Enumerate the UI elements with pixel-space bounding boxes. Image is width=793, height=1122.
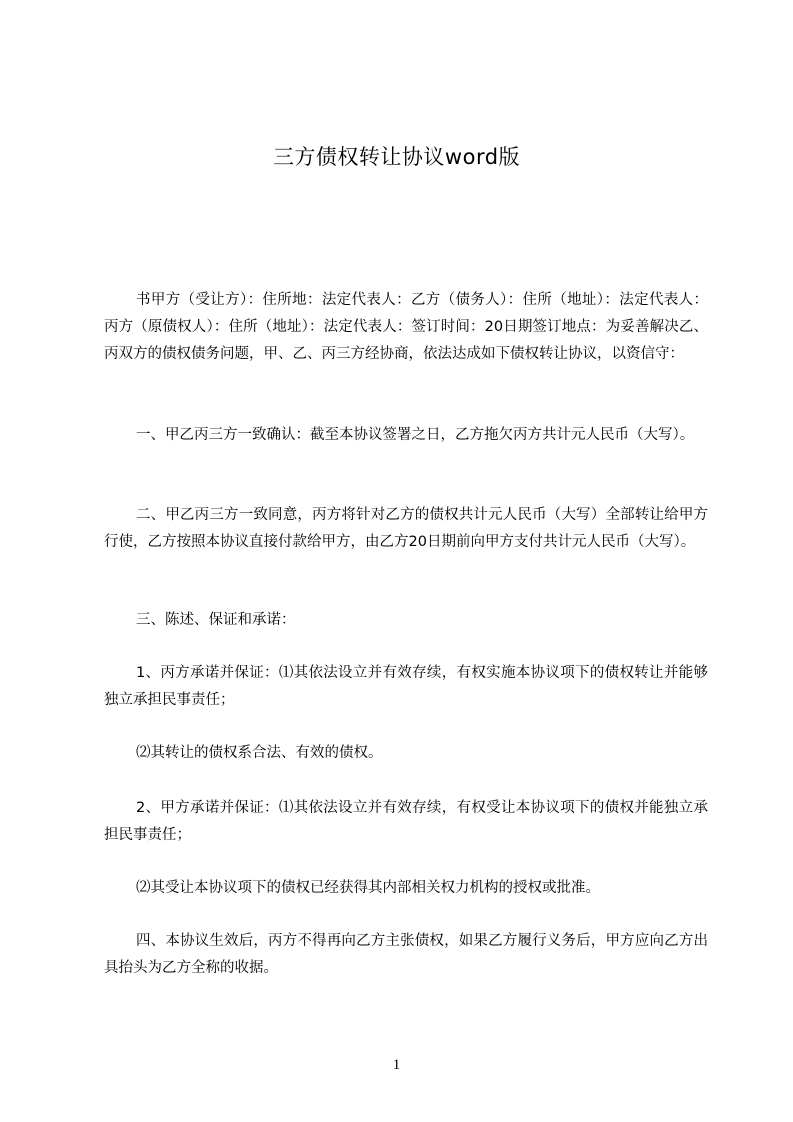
paragraph-clause-1: 一、甲乙丙三方一致确认：截至本协议签署之日，乙方拖欠丙方共计元人民币（大写）。 — [136, 427, 695, 443]
paragraph-clause-3-heading: 三、陈述、保证和承诺： — [136, 612, 296, 628]
paragraph-parties: 书甲方（受让方）：住所地：法定代表人：乙方（债务人）：住所（地址）：法定代表人：丙方（原债权人）：住所（地址）：法定代表人：签订时间：20日期签订地点：为妥善解决乙、丙双方的债权债务问题，甲、乙、丙三方经协商，依法达成如下债权转让协议，以资信守： — [104, 292, 708, 362]
paragraph-clause-3-2: 2、甲方承诺并保证：⑴其依法设立并有效存续，有权受让本协议项下的债权并能独立承担民事责任； — [104, 800, 708, 843]
page-number: 1 — [392, 1057, 401, 1073]
document-title: 三方债权转让协议word版 — [272, 145, 521, 169]
paragraph-clause-3-2-2: ⑵其受让本协议项下的债权已经获得其内部相关权力机构的授权或批准。 — [136, 880, 600, 896]
paragraph-clause-3-1: 1、丙方承诺并保证：⑴其依法设立并有效存续，有权实施本协议项下的债权转让并能够独立承担民事责任； — [104, 665, 708, 708]
paragraph-clause-3-1-2: ⑵其转让的债权系合法、有效的债权。 — [136, 745, 383, 761]
paragraph-clause-2: 二、甲乙丙三方一致同意，丙方将针对乙方的债权共计元人民币（大写）全部转让给甲方行使，乙方按照本协议直接付款给甲方，由乙方20日期前向甲方支付共计元人民币（大写）。 — [104, 507, 708, 550]
paragraph-clause-4: 四、本协议生效后，丙方不得再向乙方主张债权，如果乙方履行义务后，甲方应向乙方出具抬头为乙方全称的收据。 — [104, 933, 708, 976]
